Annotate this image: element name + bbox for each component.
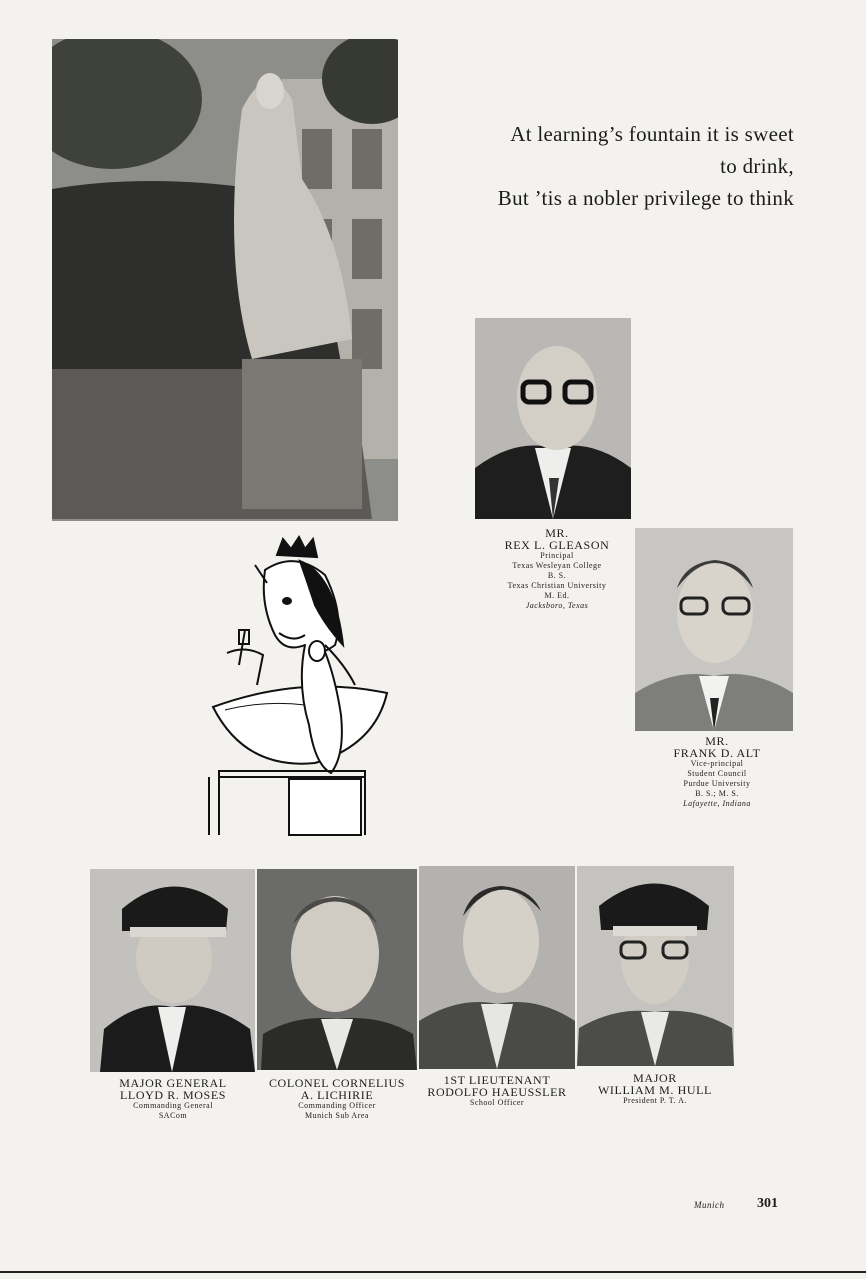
page-number: 301 — [757, 1196, 778, 1211]
caption-gleason-line: M. Ed. — [544, 591, 570, 600]
portrait-gleason — [475, 318, 631, 519]
caption-haeussler-rank: 1ST LIEUTENANT — [443, 1073, 551, 1087]
quote-line-3: But ’tis a nobler privilege to think — [497, 186, 794, 210]
caption-haeussler-name: RODOLFO HAEUSSLER — [427, 1085, 567, 1099]
caption-hull-name: WILLIAM M. HULL — [598, 1083, 712, 1097]
caption-gleason-title: MR. — [545, 526, 569, 540]
portrait-alt — [635, 528, 793, 731]
caption-moses-name: LLOYD R. MOSES — [119, 1088, 227, 1102]
crowned-horse-fountain-drawing — [205, 535, 395, 840]
caption-hull-rank: MAJOR — [633, 1071, 677, 1085]
caption-alt-title: MR. — [705, 734, 729, 748]
portrait-hull — [577, 866, 734, 1066]
caption-gleason-line: Principal — [540, 551, 574, 560]
caption-lichirie-name: A. LICHIRIE — [300, 1088, 374, 1102]
fountain-statue-photo — [52, 39, 398, 521]
caption-hull-role: President P. T. A. — [623, 1096, 687, 1105]
caption-moses — [98, 1077, 248, 1121]
portrait-moses — [90, 869, 255, 1072]
caption-gleason-hometown: Jacksboro, Texas — [525, 601, 589, 610]
caption-alt — [638, 735, 796, 809]
caption-alt-line: Purdue University — [683, 779, 751, 788]
caption-alt-line: Student Council — [687, 769, 747, 778]
portrait-lichirie — [257, 869, 417, 1070]
caption-moses-role: Commanding General — [133, 1101, 213, 1110]
caption-alt-hometown: Lafayette, Indiana — [683, 799, 751, 808]
caption-hull — [580, 1072, 730, 1106]
caption-lichirie — [257, 1077, 417, 1121]
quote-line-1: At learning’s fountain it is sweet — [510, 122, 794, 146]
bottom-rule — [0, 1271, 866, 1273]
caption-gleason-line: B. S. — [547, 571, 567, 580]
caption-gleason-line: Texas Wesleyan College — [512, 561, 602, 570]
portrait-haeussler — [419, 866, 575, 1069]
caption-alt-line: Vice-principal — [690, 759, 744, 768]
caption-haeussler — [417, 1074, 577, 1108]
caption-alt-name: FRANK D. ALT — [673, 746, 761, 760]
caption-alt-line: B. S.; M. S. — [695, 789, 739, 798]
footer-section-label: Munich — [694, 1200, 725, 1210]
caption-moses-extra: SACom — [158, 1111, 188, 1120]
caption-lichirie-extra: Munich Sub Area — [305, 1111, 369, 1120]
caption-gleason-name: REX L. GLEASON — [504, 538, 610, 552]
caption-lichirie-rank: COLONEL CORNELIUS — [268, 1076, 406, 1090]
caption-lichirie-role: Commanding Officer — [298, 1101, 376, 1110]
quote-line-2: to drink, — [720, 154, 794, 178]
caption-moses-rank: MAJOR GENERAL — [119, 1076, 227, 1090]
caption-gleason-line: Texas Christian University — [507, 581, 607, 590]
poem-quote — [434, 118, 794, 214]
caption-gleason — [482, 527, 632, 611]
caption-haeussler-role: School Officer — [469, 1098, 525, 1107]
